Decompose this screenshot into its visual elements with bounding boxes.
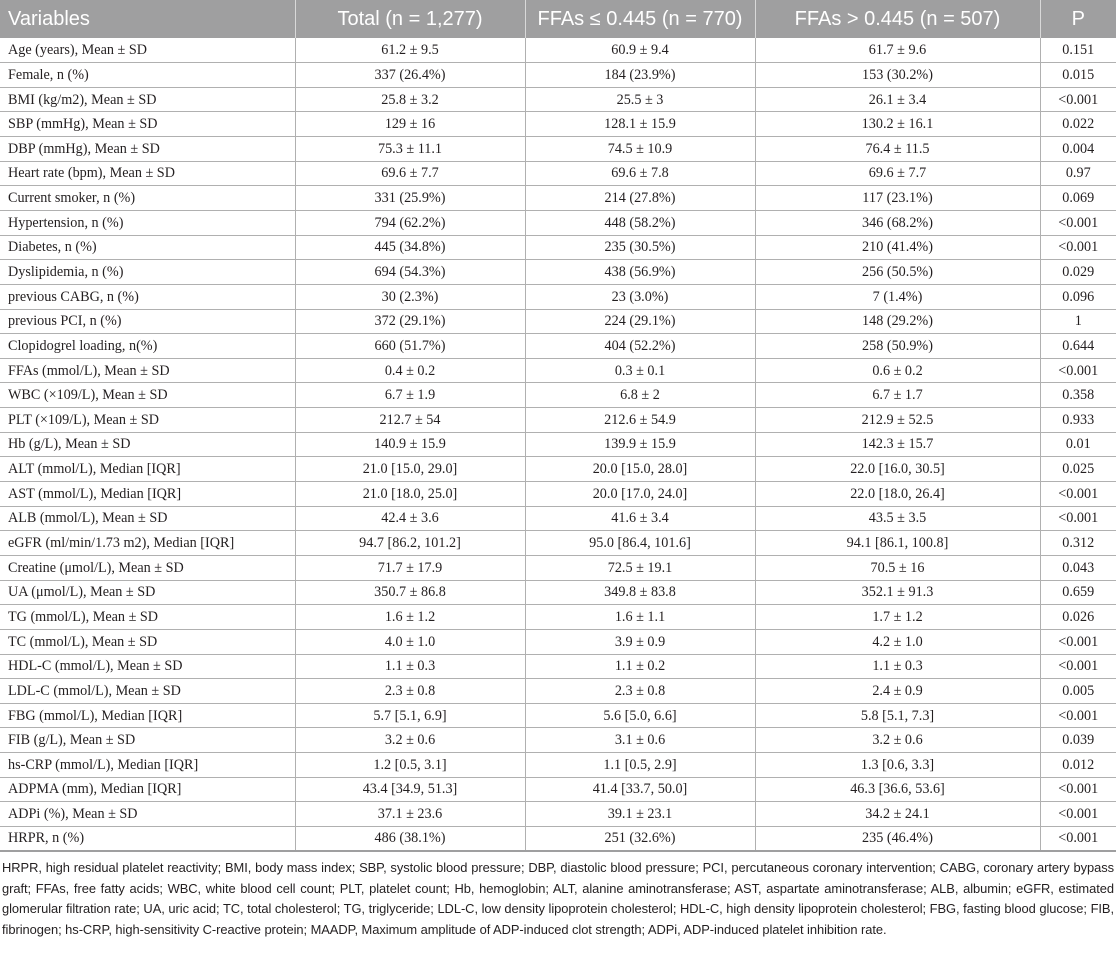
row-total: 2.3 ± 0.8	[295, 679, 525, 704]
row-total: 75.3 ± 11.1	[295, 137, 525, 162]
row-variable: previous CABG, n (%)	[0, 284, 295, 309]
row-ffas-low: 404 (52.2%)	[525, 334, 755, 359]
row-total: 486 (38.1%)	[295, 827, 525, 852]
row-ffas-high: 117 (23.1%)	[755, 186, 1040, 211]
row-p-value: 0.025	[1062, 461, 1095, 478]
row-p-value: <0.001	[1058, 239, 1099, 256]
row-p-value: 0.312	[1062, 535, 1095, 552]
row-ffas-low: 23 (3.0%)	[525, 284, 755, 309]
row-ffas-high: 142.3 ± 15.7	[755, 432, 1040, 457]
row-p-value: 0.933	[1062, 411, 1095, 428]
table-row	[0, 260, 1116, 285]
table-row	[0, 457, 1116, 482]
row-total: 25.8 ± 3.2	[295, 87, 525, 112]
row-p-value: <0.001	[1058, 633, 1099, 650]
row-ffas-low: 5.6 [5.0, 6.6]	[525, 703, 755, 728]
row-ffas-low: 39.1 ± 23.1	[525, 802, 755, 827]
row-ffas-high: 43.5 ± 3.5	[755, 506, 1040, 531]
row-ffas-high: 1.7 ± 1.2	[755, 605, 1040, 630]
row-ffas-high: 352.1 ± 91.3	[755, 580, 1040, 605]
row-total: 372 (29.1%)	[295, 309, 525, 334]
row-ffas-low: 2.3 ± 0.8	[525, 679, 755, 704]
row-ffas-high: 61.7 ± 9.6	[755, 38, 1040, 63]
row-variable: Hb (g/L), Mean ± SD	[0, 432, 295, 457]
row-p-value: <0.001	[1058, 658, 1099, 675]
row-ffas-low: 3.1 ± 0.6	[525, 728, 755, 753]
row-ffas-high: 3.2 ± 0.6	[755, 728, 1040, 753]
row-ffas-low: 1.1 ± 0.2	[525, 654, 755, 679]
row-p-value: 0.015	[1062, 66, 1095, 83]
row-ffas-low: 214 (27.8%)	[525, 186, 755, 211]
table-row	[0, 506, 1116, 531]
row-p-value: 0.644	[1062, 337, 1095, 354]
table-row	[0, 827, 1116, 852]
row-variable: Heart rate (bpm), Mean ± SD	[0, 161, 295, 186]
row-p-value: <0.001	[1058, 362, 1099, 379]
row-p-value: 0.358	[1062, 387, 1095, 404]
table-body	[0, 38, 1116, 851]
row-ffas-high: 69.6 ± 7.7	[755, 161, 1040, 186]
row-ffas-low: 72.5 ± 19.1	[525, 555, 755, 580]
row-total: 43.4 [34.9, 51.3]	[295, 777, 525, 802]
row-variable: HRPR, n (%)	[0, 827, 295, 852]
header-row	[0, 0, 1116, 38]
row-ffas-low: 1.1 [0.5, 2.9]	[525, 753, 755, 778]
table-footnote: HRPR, high residual platelet reactivity; BMI, body mass index; SBP, systolic blood pressure; DBP, diastolic blood pressure; PCI, percutaneous coronary intervention; CABG, coronary artery bypass graft; FFAs, free fatty acids; WBC, white blood cell count; PLT, platelet count; Hb, hemoglobin; ALT, alanine aminotransferase; AST, aspartate aminotransferase; ALB, albumin; eGFR, estimated glomerular filtration rate; UA, uric acid; TC, total cholesterol; TG, triglyceride; LDL-C, low density lipoprotein cholesterol; HDL-C, high density lipoprotein cholesterol; FBG, fasting blood glucose; FIB, fibrinogen; hs-CRP, high-sensitivity C-reactive protein; MAADP, Maximum amplitude of ADP-induced clot strength; ADPi, ADP-induced platelet inhibition rate.	[2, 860, 1114, 937]
row-ffas-low: 235 (30.5%)	[525, 235, 755, 260]
row-ffas-low: 20.0 [15.0, 28.0]	[525, 457, 755, 482]
row-p-value: 0.659	[1062, 584, 1095, 601]
row-ffas-low: 184 (23.9%)	[525, 63, 755, 88]
row-total: 331 (25.9%)	[295, 186, 525, 211]
table-row	[0, 728, 1116, 753]
table-row	[0, 210, 1116, 235]
row-ffas-low: 69.6 ± 7.8	[525, 161, 755, 186]
table-row	[0, 629, 1116, 654]
row-p-value: <0.001	[1058, 510, 1099, 527]
row-ffas-low: 6.8 ± 2	[525, 383, 755, 408]
row-ffas-low: 251 (32.6%)	[525, 827, 755, 852]
row-total: 694 (54.3%)	[295, 260, 525, 285]
row-p-value: 1	[1074, 313, 1082, 330]
row-ffas-high: 256 (50.5%)	[755, 260, 1040, 285]
table-row	[0, 753, 1116, 778]
table-row	[0, 802, 1116, 827]
row-variable: HDL-C (mmol/L), Mean ± SD	[0, 654, 295, 679]
row-p-value: <0.001	[1058, 91, 1099, 108]
row-total: 794 (62.2%)	[295, 210, 525, 235]
row-ffas-high: 5.8 [5.1, 7.3]	[755, 703, 1040, 728]
table-row	[0, 186, 1116, 211]
row-p-value: 0.026	[1062, 608, 1095, 625]
row-p-value: 0.004	[1062, 140, 1095, 157]
header-total: Total (n = 1,277)	[295, 0, 525, 38]
row-p-value: 0.97	[1065, 165, 1091, 182]
table-row	[0, 63, 1116, 88]
row-ffas-low: 95.0 [86.4, 101.6]	[525, 531, 755, 556]
row-total: 337 (26.4%)	[295, 63, 525, 88]
row-ffas-low: 438 (56.9%)	[525, 260, 755, 285]
row-ffas-high: 46.3 [36.6, 53.6]	[755, 777, 1040, 802]
row-ffas-high: 1.3 [0.6, 3.3]	[755, 753, 1040, 778]
row-p-value: 0.096	[1062, 288, 1095, 305]
row-p-value: <0.001	[1058, 806, 1099, 823]
row-variable: SBP (mmHg), Mean ± SD	[0, 112, 295, 137]
row-total: 350.7 ± 86.8	[295, 580, 525, 605]
row-variable: previous PCI, n (%)	[0, 309, 295, 334]
row-p-value: <0.001	[1058, 214, 1099, 231]
table-row	[0, 334, 1116, 359]
row-total: 71.7 ± 17.9	[295, 555, 525, 580]
row-ffas-high: 153 (30.2%)	[755, 63, 1040, 88]
table-row	[0, 137, 1116, 162]
row-total: 0.4 ± 0.2	[295, 358, 525, 383]
row-ffas-high: 22.0 [18.0, 26.4]	[755, 482, 1040, 507]
row-ffas-low: 349.8 ± 83.8	[525, 580, 755, 605]
header-ffas-high: FFAs > 0.445 (n = 507)	[755, 0, 1040, 38]
row-p-value: <0.001	[1058, 781, 1099, 798]
row-variable: eGFR (ml/min/1.73 m2), Median [IQR]	[0, 531, 295, 556]
row-p-value: 0.039	[1062, 732, 1095, 749]
row-ffas-low: 128.1 ± 15.9	[525, 112, 755, 137]
row-total: 21.0 [18.0, 25.0]	[295, 482, 525, 507]
row-ffas-high: 22.0 [16.0, 30.5]	[755, 457, 1040, 482]
row-total: 445 (34.8%)	[295, 235, 525, 260]
row-variable: Clopidogrel loading, n(%)	[0, 334, 295, 359]
row-variable: TG (mmol/L), Mean ± SD	[0, 605, 295, 630]
row-variable: FBG (mmol/L), Median [IQR]	[0, 703, 295, 728]
row-p-value: 0.029	[1062, 263, 1095, 280]
row-total: 94.7 [86.2, 101.2]	[295, 531, 525, 556]
table-row	[0, 309, 1116, 334]
row-total: 69.6 ± 7.7	[295, 161, 525, 186]
table-row	[0, 777, 1116, 802]
row-ffas-high: 76.4 ± 11.5	[755, 137, 1040, 162]
header-ffas-low: FFAs ≤ 0.445 (n = 770)	[525, 0, 755, 38]
table-row	[0, 112, 1116, 137]
row-total: 61.2 ± 9.5	[295, 38, 525, 63]
row-ffas-low: 1.6 ± 1.1	[525, 605, 755, 630]
row-variable: ALB (mmol/L), Mean ± SD	[0, 506, 295, 531]
row-ffas-high: 1.1 ± 0.3	[755, 654, 1040, 679]
row-variable: ADPi (%), Mean ± SD	[0, 802, 295, 827]
row-variable: TC (mmol/L), Mean ± SD	[0, 629, 295, 654]
table-row	[0, 555, 1116, 580]
table-row	[0, 383, 1116, 408]
row-variable: Hypertension, n (%)	[0, 210, 295, 235]
row-variable: Female, n (%)	[0, 63, 295, 88]
row-variable: Current smoker, n (%)	[0, 186, 295, 211]
row-total: 3.2 ± 0.6	[295, 728, 525, 753]
row-ffas-high: 7 (1.4%)	[755, 284, 1040, 309]
table-row	[0, 235, 1116, 260]
row-ffas-low: 448 (58.2%)	[525, 210, 755, 235]
row-variable: Creatine (μmol/L), Mean ± SD	[0, 555, 295, 580]
row-ffas-low: 0.3 ± 0.1	[525, 358, 755, 383]
row-variable: Diabetes, n (%)	[0, 235, 295, 260]
row-total: 6.7 ± 1.9	[295, 383, 525, 408]
row-total: 21.0 [15.0, 29.0]	[295, 457, 525, 482]
row-total: 129 ± 16	[295, 112, 525, 137]
row-total: 5.7 [5.1, 6.9]	[295, 703, 525, 728]
row-variable: UA (μmol/L), Mean ± SD	[0, 580, 295, 605]
row-ffas-high: 258 (50.9%)	[755, 334, 1040, 359]
table-row	[0, 408, 1116, 433]
row-variable: AST (mmol/L), Median [IQR]	[0, 482, 295, 507]
row-total: 4.0 ± 1.0	[295, 629, 525, 654]
row-ffas-low: 139.9 ± 15.9	[525, 432, 755, 457]
table-row	[0, 531, 1116, 556]
row-p-value: 0.043	[1062, 559, 1095, 576]
table-row	[0, 605, 1116, 630]
row-ffas-low: 212.6 ± 54.9	[525, 408, 755, 433]
row-total: 1.6 ± 1.2	[295, 605, 525, 630]
row-p-value: 0.151	[1062, 41, 1095, 58]
row-p-value: <0.001	[1058, 485, 1099, 502]
table-row	[0, 87, 1116, 112]
row-ffas-low: 74.5 ± 10.9	[525, 137, 755, 162]
row-total: 212.7 ± 54	[295, 408, 525, 433]
table-row	[0, 358, 1116, 383]
row-total: 30 (2.3%)	[295, 284, 525, 309]
row-ffas-high: 94.1 [86.1, 100.8]	[755, 531, 1040, 556]
table-row	[0, 284, 1116, 309]
row-variable: ADPMA (mm), Median [IQR]	[0, 777, 295, 802]
row-ffas-high: 6.7 ± 1.7	[755, 383, 1040, 408]
table-row	[0, 580, 1116, 605]
row-ffas-high: 130.2 ± 16.1	[755, 112, 1040, 137]
row-variable: FFAs (mmol/L), Mean ± SD	[0, 358, 295, 383]
header-variables: Variables	[0, 0, 295, 38]
row-ffas-high: 235 (46.4%)	[755, 827, 1040, 852]
row-p-value: 0.005	[1062, 682, 1095, 699]
table-row	[0, 38, 1116, 63]
row-total: 1.2 [0.5, 3.1]	[295, 753, 525, 778]
table-row	[0, 161, 1116, 186]
row-variable: hs-CRP (mmol/L), Median [IQR]	[0, 753, 295, 778]
row-variable: ALT (mmol/L), Median [IQR]	[0, 457, 295, 482]
row-variable: Age (years), Mean ± SD	[0, 38, 295, 63]
row-ffas-low: 25.5 ± 3	[525, 87, 755, 112]
row-total: 37.1 ± 23.6	[295, 802, 525, 827]
header-p-value: P	[1071, 7, 1085, 30]
table-row	[0, 679, 1116, 704]
row-total: 140.9 ± 15.9	[295, 432, 525, 457]
table-row	[0, 703, 1116, 728]
table-row	[0, 654, 1116, 679]
row-ffas-high: 210 (41.4%)	[755, 235, 1040, 260]
row-ffas-low: 3.9 ± 0.9	[525, 629, 755, 654]
table-row	[0, 482, 1116, 507]
table-row	[0, 432, 1116, 457]
row-ffas-high: 212.9 ± 52.5	[755, 408, 1040, 433]
row-p-value: <0.001	[1058, 830, 1099, 847]
row-total: 1.1 ± 0.3	[295, 654, 525, 679]
row-variable: WBC (×109/L), Mean ± SD	[0, 383, 295, 408]
row-ffas-high: 2.4 ± 0.9	[755, 679, 1040, 704]
row-variable: FIB (g/L), Mean ± SD	[0, 728, 295, 753]
row-variable: DBP (mmHg), Mean ± SD	[0, 137, 295, 162]
row-p-value: 0.01	[1065, 436, 1091, 453]
row-variable: LDL-C (mmol/L), Mean ± SD	[0, 679, 295, 704]
row-total: 660 (51.7%)	[295, 334, 525, 359]
row-p-value: 0.069	[1062, 190, 1095, 207]
row-ffas-high: 148 (29.2%)	[755, 309, 1040, 334]
row-p-value: <0.001	[1058, 707, 1099, 724]
row-ffas-high: 346 (68.2%)	[755, 210, 1040, 235]
row-ffas-high: 26.1 ± 3.4	[755, 87, 1040, 112]
row-ffas-low: 41.6 ± 3.4	[525, 506, 755, 531]
row-p-value: 0.012	[1062, 756, 1095, 773]
row-variable: Dyslipidemia, n (%)	[0, 260, 295, 285]
row-ffas-high: 34.2 ± 24.1	[755, 802, 1040, 827]
row-variable: BMI (kg/m2), Mean ± SD	[0, 87, 295, 112]
row-total: 42.4 ± 3.6	[295, 506, 525, 531]
row-ffas-low: 60.9 ± 9.4	[525, 38, 755, 63]
row-ffas-high: 70.5 ± 16	[755, 555, 1040, 580]
row-ffas-high: 0.6 ± 0.2	[755, 358, 1040, 383]
row-ffas-low: 224 (29.1%)	[525, 309, 755, 334]
row-ffas-high: 4.2 ± 1.0	[755, 629, 1040, 654]
row-ffas-low: 20.0 [17.0, 24.0]	[525, 482, 755, 507]
row-variable: PLT (×109/L), Mean ± SD	[0, 408, 295, 433]
row-ffas-low: 41.4 [33.7, 50.0]	[525, 777, 755, 802]
row-p-value: 0.022	[1062, 116, 1095, 133]
